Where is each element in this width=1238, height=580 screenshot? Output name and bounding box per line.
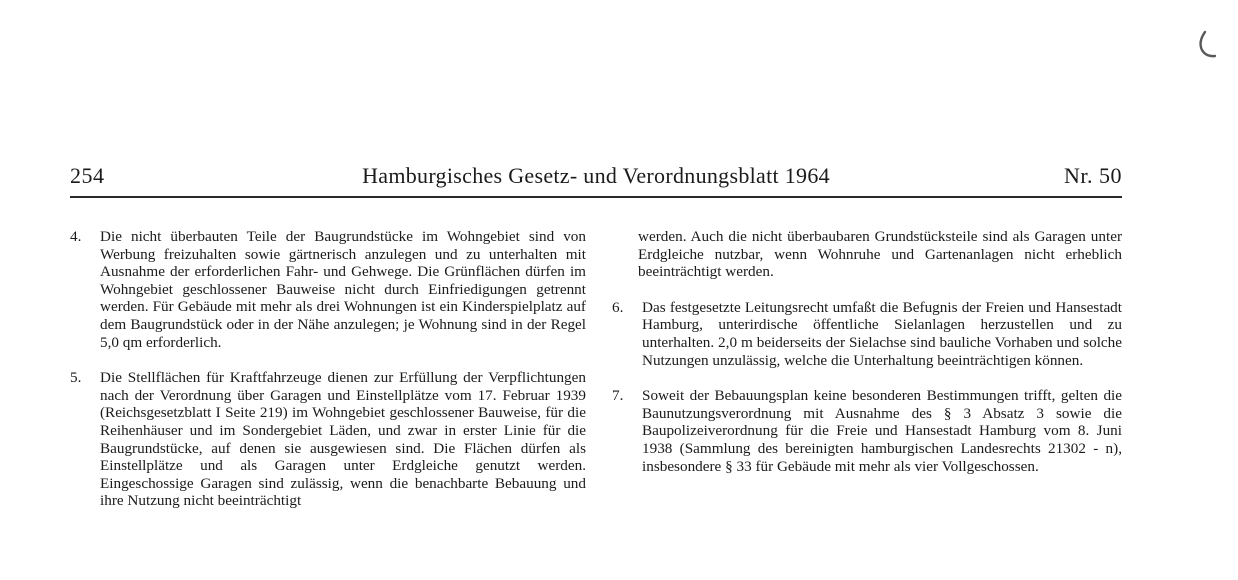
paragraph-text: Das festgesetzte Leitungsrecht umfaßt die Befugnis der Freien und Hansestadt Hamburg, unterirdische öffentliche Sielanlagen herzustellen und zu unterhalten. 2,0 m beiderseits der Sielachse sind bauliche Vorhaben und solche Nutzungen unzulässig, welche die Unterhaltung beeinträchtigen können. xyxy=(642,298,1122,369)
paragraph-number: 5. xyxy=(70,369,82,387)
paragraph-number: 6. xyxy=(612,298,624,316)
paragraph-item-4 xyxy=(70,228,586,351)
left-column xyxy=(70,228,586,528)
header-rule xyxy=(70,196,1122,198)
journal-title: Hamburgisches Gesetz- und Verordnungsblatt 1964 xyxy=(362,163,830,188)
issue-number: Nr. 50 xyxy=(1064,163,1122,188)
paragraph-item-6 xyxy=(612,299,1122,369)
scan-artifact-mark xyxy=(1196,30,1218,60)
paragraph-number: 7. xyxy=(612,387,624,405)
paragraph-text: Soweit der Bebauungsplan keine besonderen Bestimmungen trifft, gelten die Baunutzungsverordnung mit Ausnahme des § 3 Absatz 3 sowie die Baupolizeiverordnung für die Freie und Hansestadt Hamburg vom 8. Juni 1938 (Sammlung des bereinigten hamburgischen Landesrechts 21302 - n), insbesondere § 33 für Gebäude mit mehr als vier Vollgeschossen. xyxy=(642,387,1122,475)
page-header xyxy=(70,163,1122,195)
page-number: 254 xyxy=(70,163,105,188)
right-column xyxy=(612,228,1122,493)
paragraph-item-5 xyxy=(70,369,586,510)
paragraph-text: Die nicht überbauten Teile der Baugrundstücke im Wohngebiet sind von Werbung freizuhalten sowie gärtnerisch anzulegen und zu unterhalten mit Ausnahme der erforderlichen Fahr- und Gehwege. Die Grünflächen dürfen im Wohngebiet geschlossener Bauweise nicht durch Einfriedigungen getrennt werden. Für Gebäude mit mehr als drei Wohnungen ist ein Kinderspielplatz auf dem Baugrundstück oder in der Nähe anzulegen; je Wohnung sind in der Regel 5,0 qm erforderlich. xyxy=(100,228,586,351)
paragraph-text: werden. Auch die nicht überbaubaren Grundstücksteile sind als Garagen unter Erdgleiche nutzbar, wenn Wohnruhe und Gartenanlagen nicht erheblich beeinträchtigt werden. xyxy=(638,228,1122,281)
paragraph-text: Die Stellflächen für Kraftfahrzeuge dienen zur Erfüllung der Verpflichtungen nach der Verordnung über Garagen und Einstellplätze vom 17. Februar 1939 (Reichsgesetzblatt I Seite 219) im Wohngebiet geschlossener Bauweise, für die Reihenhäuser und im Sondergebiet Läden, und zwar in erster Linie für die Baugrundstücke, auf denen sie ausgewiesen sind. Die Flächen dürfen als Einstellplätze und als Garagen unter Erdgleiche genutzt werden. Eingeschossige Garagen sind zulässig, wenn die benachbarte Bebauung und ihre Nutzung nicht beeinträchtigt xyxy=(100,369,586,510)
paragraph-continuation xyxy=(612,228,1122,281)
paragraph-number: 4. xyxy=(70,228,82,245)
paragraph-item-7 xyxy=(612,387,1122,475)
